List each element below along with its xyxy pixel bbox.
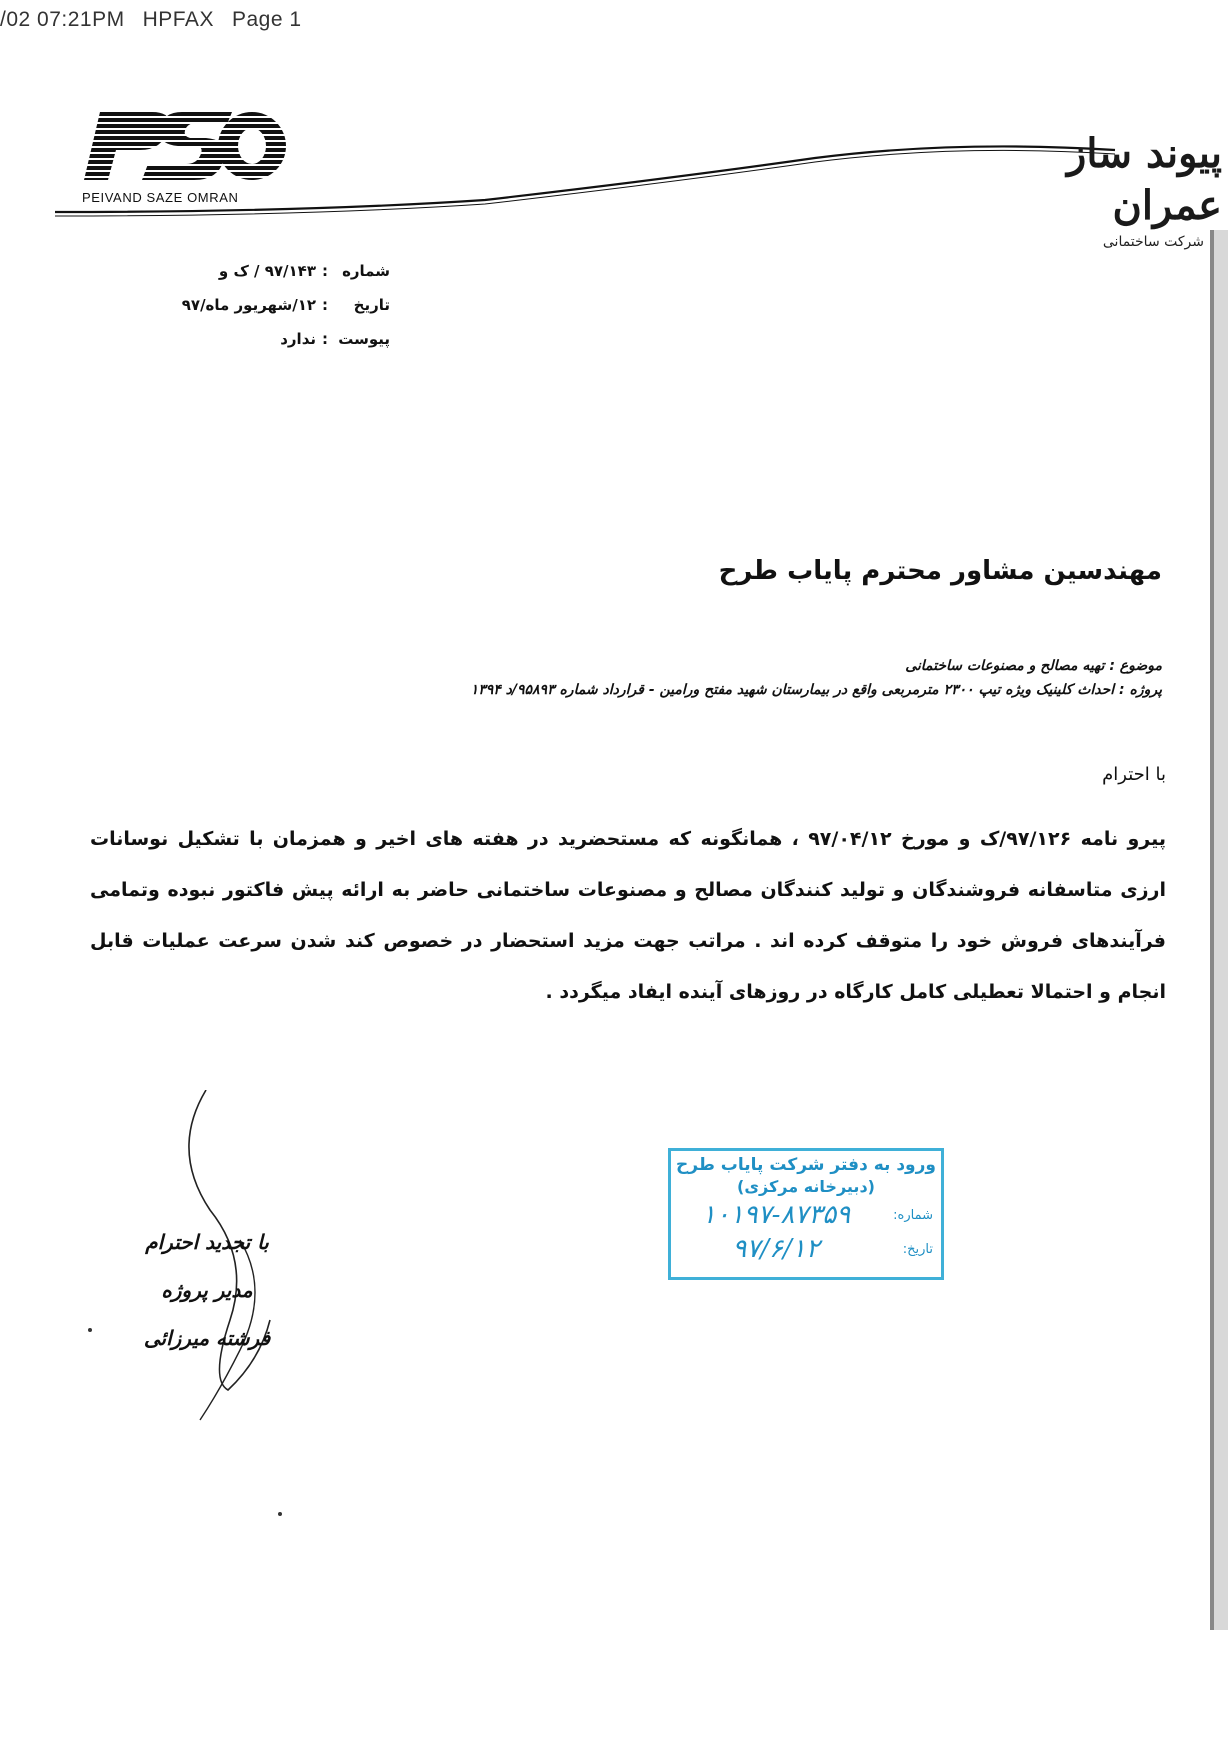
fax-header <box>0 8 320 32</box>
letter-attachment-value: ندارد <box>280 330 316 348</box>
subject-line: موضوع : تهیه مصالح و مصنوعات ساختمانی <box>905 658 1162 674</box>
scan-edge-artifact <box>1200 230 1228 1630</box>
stamp-date-value: ۹۷/۶/۱۲ <box>732 1234 820 1264</box>
letter-number-row: شماره:۹۷/۱۴۳ / ک و <box>182 254 390 288</box>
brand-subtitle: شرکت ساختمانی <box>1102 234 1204 250</box>
receipt-stamp <box>668 1148 944 1280</box>
brand-name: پیوند ساز عمران <box>1067 130 1222 229</box>
company-brand <box>998 128 1228 250</box>
letter-date-value: ۱۲/شهریور ماه/۹۷ <box>181 296 316 314</box>
subject-block <box>332 654 1162 702</box>
signature-name: فرشته میرزائی <box>143 1326 271 1350</box>
scan-speck <box>88 1328 92 1332</box>
letter-number-label: شماره <box>342 262 390 280</box>
letter-attachment-row: پیوست:ندارد <box>182 322 390 356</box>
project-line: پروژه : احداث کلینیک ویژه تیپ ۲۳۰۰ مترمربعی واقع در بیمارستان شهید مفتح ورامین - قرارداد شماره ۹۵۸۹۳/د ۱۳۹۴ <box>470 682 1162 698</box>
recipient-heading: مهندسین مشاور محترم پایاب طرح <box>718 556 1162 586</box>
letter-attachment-label: پیوست <box>338 330 390 348</box>
letter-number-value: ۹۷/۱۴۳ / ک و <box>218 262 316 280</box>
greeting: با احترام <box>1102 764 1166 785</box>
signature-title: مدیر پروژه <box>161 1278 253 1302</box>
stamp-subtitle: (دبیرخانه مرکزی) <box>737 1177 875 1196</box>
letter-meta <box>182 254 390 356</box>
letter-body: پیرو نامه ۹۷/۱۲۶/ک و مورخ ۹۷/۰۴/۱۲ ، همانگونه که مستحضرید در هفته های اخیر و همزمان با تشکیل نوسانات ارزی متاسفانه فروشندگان و تولید کنندگان مصالح و مصنوعات ساختمانی حاضر به ارائه پیش فاکتور نبوده وتمامی فرآیندهای فروش خود را متوقف کرده اند . مراتب جهت مزید استحضار در خصوص کند شدن سرعت عملیات قابل انجام و احتمالا تعطیلی کامل کارگاه در روزهای آینده ایفاد میگردد . <box>90 828 1166 1003</box>
signature-block <box>112 1218 302 1362</box>
signature-closing: با تجدید احترام <box>145 1230 269 1254</box>
stamp-number-row <box>671 1200 941 1230</box>
fax-page: Page 1 <box>231 8 302 31</box>
letter-date-label: تاریخ <box>353 296 390 314</box>
stamp-number-value: ۱۰۱۹۷-۸۷۳۵۹ <box>701 1200 851 1230</box>
stamp-date-row <box>671 1234 941 1264</box>
stamp-number-label: شماره: <box>893 1207 933 1223</box>
fax-date: /02 07:21PM <box>0 8 125 31</box>
letter-date-row: تاریخ:۱۲/شهریور ماه/۹۷ <box>182 288 390 322</box>
stamp-title: ورود به دفتر شرکت پایاب طرح <box>676 1155 936 1175</box>
scan-speck <box>278 1512 282 1516</box>
stamp-date-label: تاریخ: <box>902 1241 933 1257</box>
logo-tagline: PEIVAND SAZE OMRAN <box>82 190 239 205</box>
fax-sender: HPFAX <box>142 8 214 31</box>
